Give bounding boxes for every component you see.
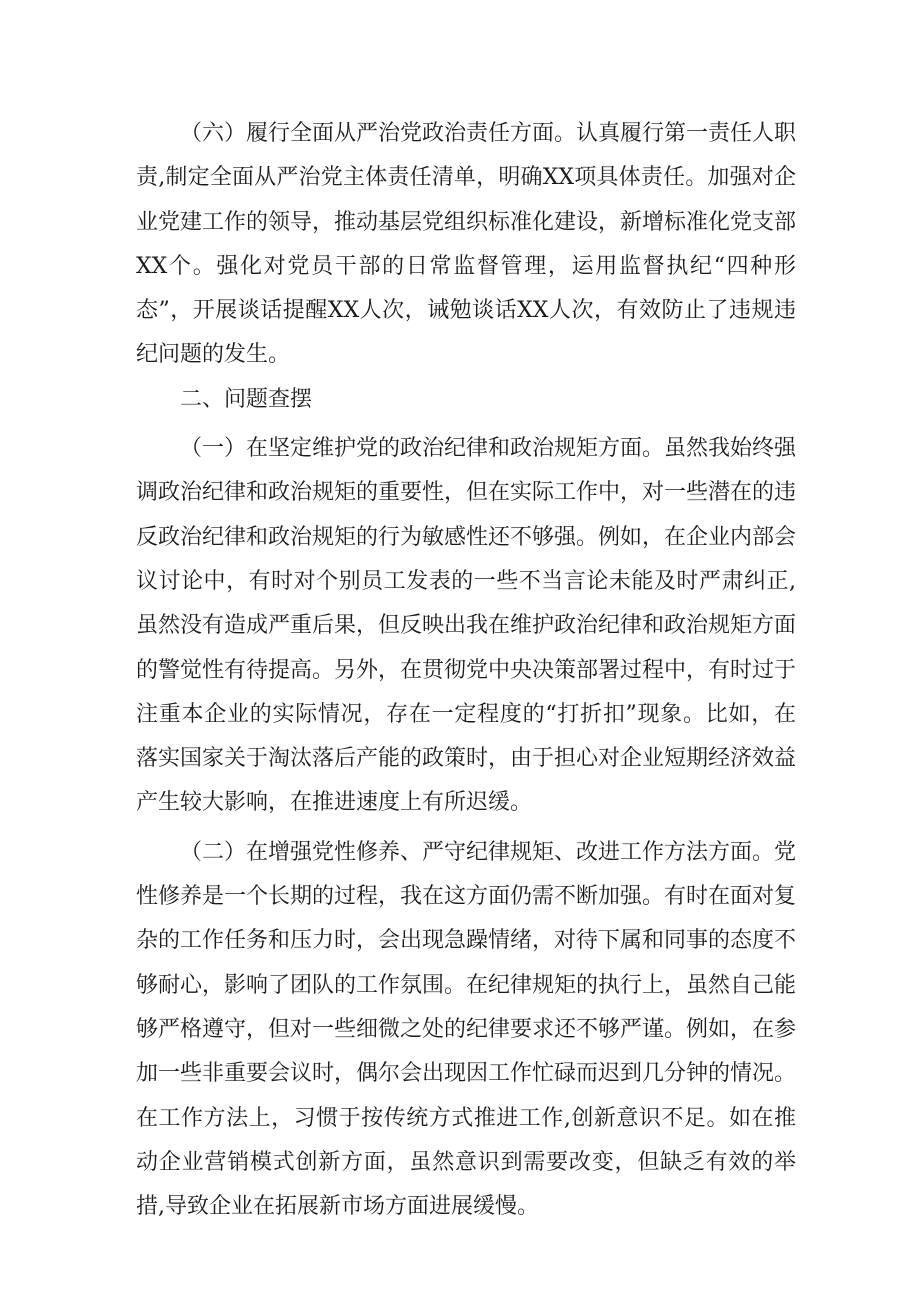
document-body	[136, 112, 796, 1229]
paragraph-responsibility: （六）履行全面从严治党政治责任方面。认真履行第一责任人职责,制定全面从严治党主体责任清单，明确XX项具体责任。加强对企业党建工作的领导，推动基层党组织标准化建设，新增标准化党支部XX个。强化对党员干部的日常监督管理，运用监督执纪“四种形态”，开展谈话提醒XX人次，诫勉谈话XX人次，有效防止了违规违纪问题的发生。	[136, 121, 797, 368]
section-heading-problems: 二、问题查摆	[180, 386, 313, 412]
paragraph-party-spirit: （二）在增强党性修养、严守纪律规矩、改进工作方法方面。党性修养是一个长期的过程，我在这方面仍需不断加强。有时在面对复杂的工作任务和压力时，会出现急躁情绪，对待下属和同事的态度不够耐心，影响了团队的工作氛围。在纪律规矩的执行上，虽然自己能够严格遵守，但对一些细微之处的纪律要求还不够严谨。例如，在参加一些非重要会议时，偶尔会出现因工作忙碌而迟到几分钟的情况。在工作方法上，习惯于按传统方式推进工作,创新意识不足。如在推动企业营销模式创新方面，虽然意识到需要改变，但缺乏有效的举措,导致企业在拓展新市场方面进展缓慢。	[136, 839, 797, 1220]
paragraph-political-discipline: （一）在坚定维护党的政治纪律和政治规矩方面。虽然我始终强调政治纪律和政治规矩的重要性，但在实际工作中，对一些潜在的违反政治纪律和政治规矩的行为敏感性还不够强。例如，在企业内部会议讨论中，有时对个别员工发表的一些不当言论未能及时严肃纠正,虽然没有造成严重后果，但反映出我在维护政治纪律和政治规矩方面的警觉性有待提高。另外，在贯彻党中央决策部署过程中，有时过于注重本企业的实际情况，存在一定程度的“打折扣”现象。比如，在落实国家关于淘汰落后产能的政策时，由于担心对企业短期经济效益产生较大影响，在推进速度上有所迟缓。	[136, 436, 797, 816]
